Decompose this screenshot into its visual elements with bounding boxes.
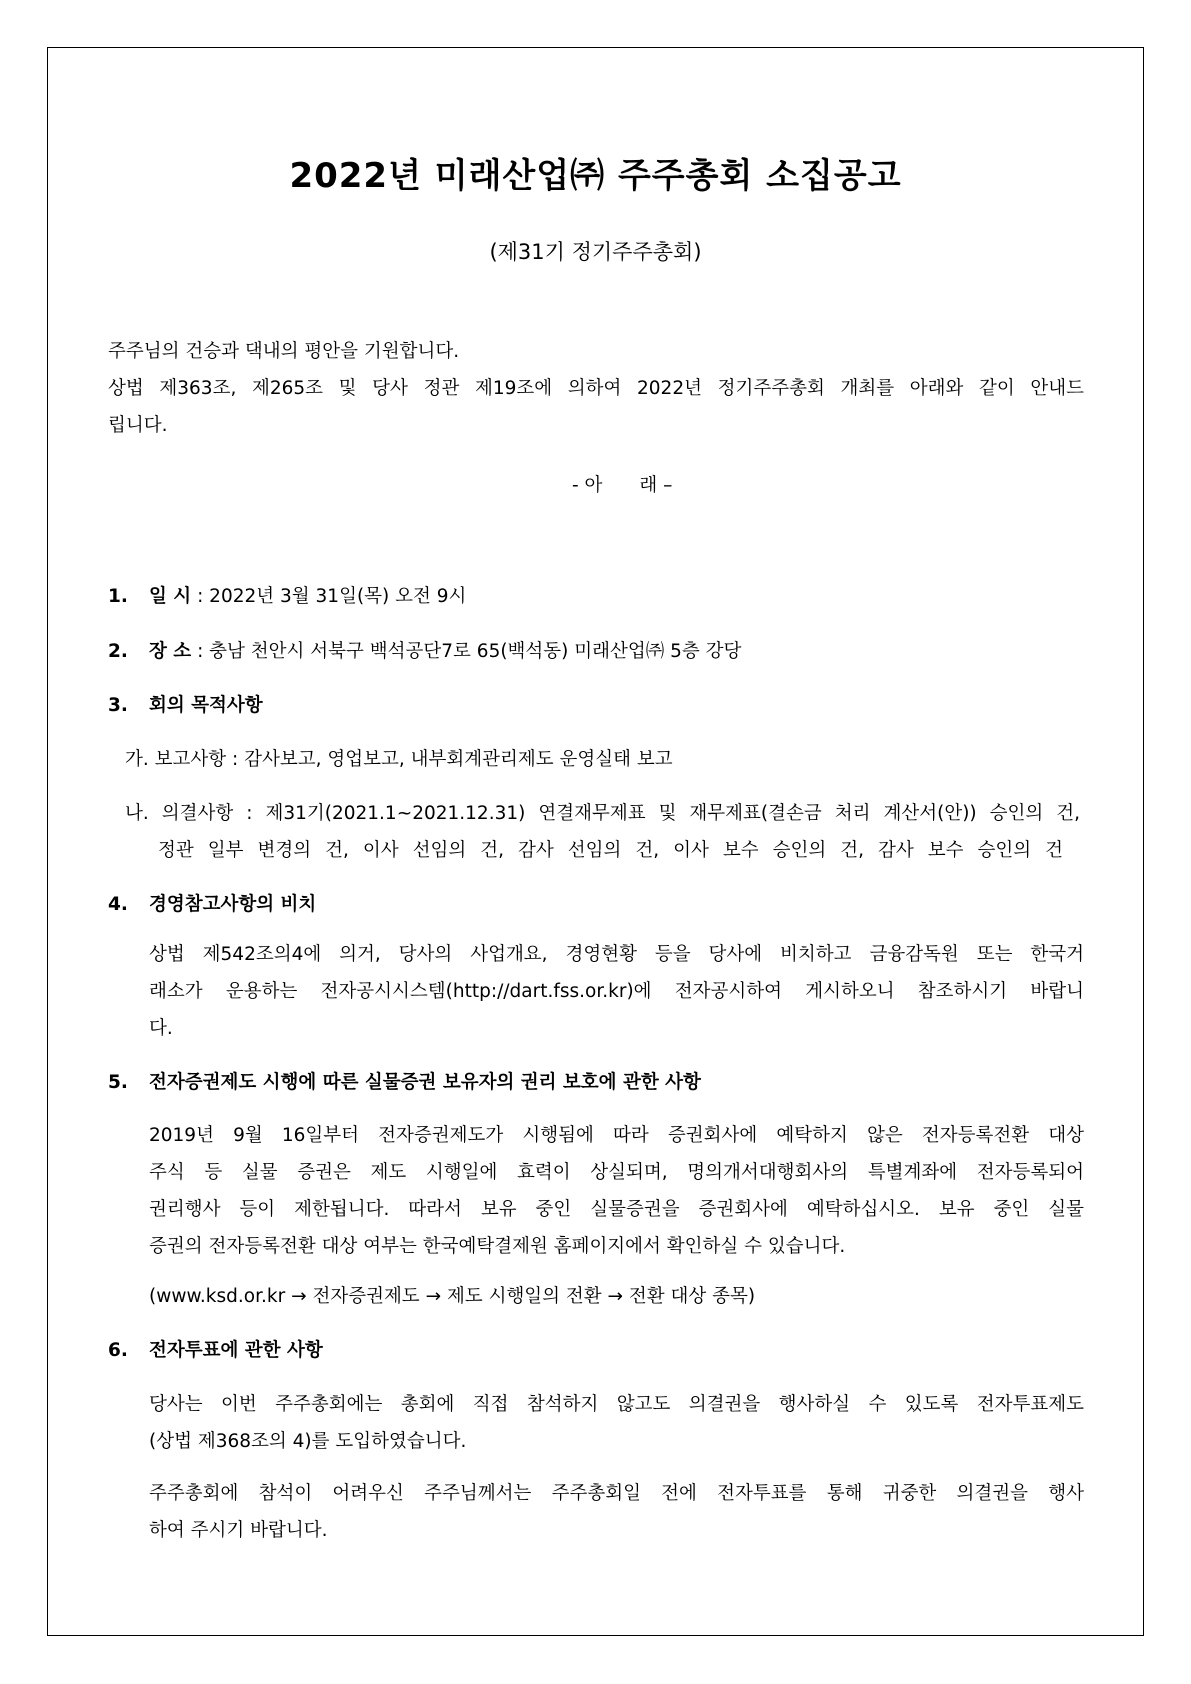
item-1-number: 1. [108, 586, 128, 607]
item-4-line-1: 상법 제542조의4에 의거, 당사의 사업개요, 경영현황 등을 당사에 비치하고 금융감독원 또는 한국거 [149, 944, 1084, 965]
item-6-para-2-line-1: 주주총회에 참석이 어려우신 주주님께서는 주주총회일 전에 전자투표를 통해 귀중한 의결권을 행사 [149, 1483, 1084, 1504]
intro-line-1: 주주님의 건승과 댁내의 평안을 기원합니다. [108, 341, 460, 362]
item-3-heading: 회의 목적사항 [149, 695, 263, 716]
intro-line-2: 상법 제363조, 제265조 및 당사 정관 제19조에 의하여 2022년 정기주주총회 개최를 아래와 같이 안내드 [108, 378, 1084, 399]
item-5-line-4: 증권의 전자등록전환 대상 여부는 한국예탁결제원 홈페이지에서 확인하실 수 있습니다. [149, 1236, 846, 1257]
item-5-path: (www.ksd.or.kr → 전자증권제도 → 제도 시행일의 전환 → 전환 대상 종목) [149, 1286, 756, 1307]
item-1 [149, 578, 466, 615]
item-2-label: 장 소 [149, 641, 192, 662]
item-2-number: 2. [108, 641, 128, 662]
intro-line-3: 립니다. [108, 415, 168, 436]
item-6-para-1-line-2: (상법 제368조의 4)를 도입하였습니다. [149, 1431, 467, 1452]
item-5-line-1: 2019년 9월 16일부터 전자증권제도가 시행됨에 따라 증권회사에 예탁하지 않은 전자등록전환 대상 [149, 1125, 1084, 1146]
item-4-heading: 경영참고사항의 비치 [149, 894, 317, 915]
item-3-resolution-2: 정관 일부 변경의 건, 이사 선임의 건, 감사 선임의 건, 이사 보수 승인의 건, 감사 보수 승인의 건 [158, 840, 1063, 861]
item-1-text: : 2022년 3월 31일(목) 오전 9시 [191, 586, 467, 607]
item-5-heading: 전자증권제도 시행에 따른 실물증권 보유자의 권리 보호에 관한 사항 [149, 1072, 701, 1093]
item-5-line-2: 주식 등 실물 증권은 제도 시행일에 효력이 상실되며, 명의개서대행회사의 특별계좌에 전자등록되어 [149, 1162, 1084, 1183]
item-1-label: 일 시 [149, 586, 192, 607]
item-3-number: 3. [108, 695, 128, 716]
item-5-number: 5. [108, 1072, 128, 1093]
item-2-text: : 충남 천안시 서북구 백석공단7로 65(백석동) 미래산업㈜ 5층 강당 [191, 641, 742, 662]
page-subtitle: (제31기 정기주주총회) [489, 240, 702, 264]
item-2 [149, 633, 741, 670]
item-4-line-3: 다. [149, 1018, 173, 1039]
item-3-resolution-1: 나. 의결사항 : 제31기(2021.1~2021.12.31) 연결재무제표 및 재무제표(결손금 처리 계산서(안)) 승인의 건, [125, 803, 1080, 824]
item-3-report: 가. 보고사항 : 감사보고, 영업보고, 내부회계관리제도 운영실태 보고 [125, 749, 673, 770]
item-6-heading: 전자투표에 관한 사항 [149, 1340, 323, 1361]
item-6-para-1-line-1: 당사는 이번 주주총회에는 총회에 직접 참석하지 않고도 의결권을 행사하실 수 있도록 전자투표제도 [149, 1394, 1084, 1415]
page-title: 2022년 미래산업㈜ 주주총회 소집공고 [289, 156, 902, 196]
item-6-number: 6. [108, 1340, 128, 1361]
item-4-line-2: 래소가 운용하는 전자공시시스템(http://dart.fss.or.kr)에 전자공시하여 게시하오니 참조하시기 바랍니 [149, 981, 1084, 1002]
below-marker: - 아 래 – [572, 475, 673, 496]
item-4-number: 4. [108, 894, 128, 915]
item-6-para-2-line-2: 하여 주시기 바랍니다. [149, 1520, 328, 1541]
item-5-line-3: 권리행사 등이 제한됩니다. 따라서 보유 중인 실물증권을 증권회사에 예탁하십시오. 보유 중인 실물 [149, 1199, 1084, 1220]
